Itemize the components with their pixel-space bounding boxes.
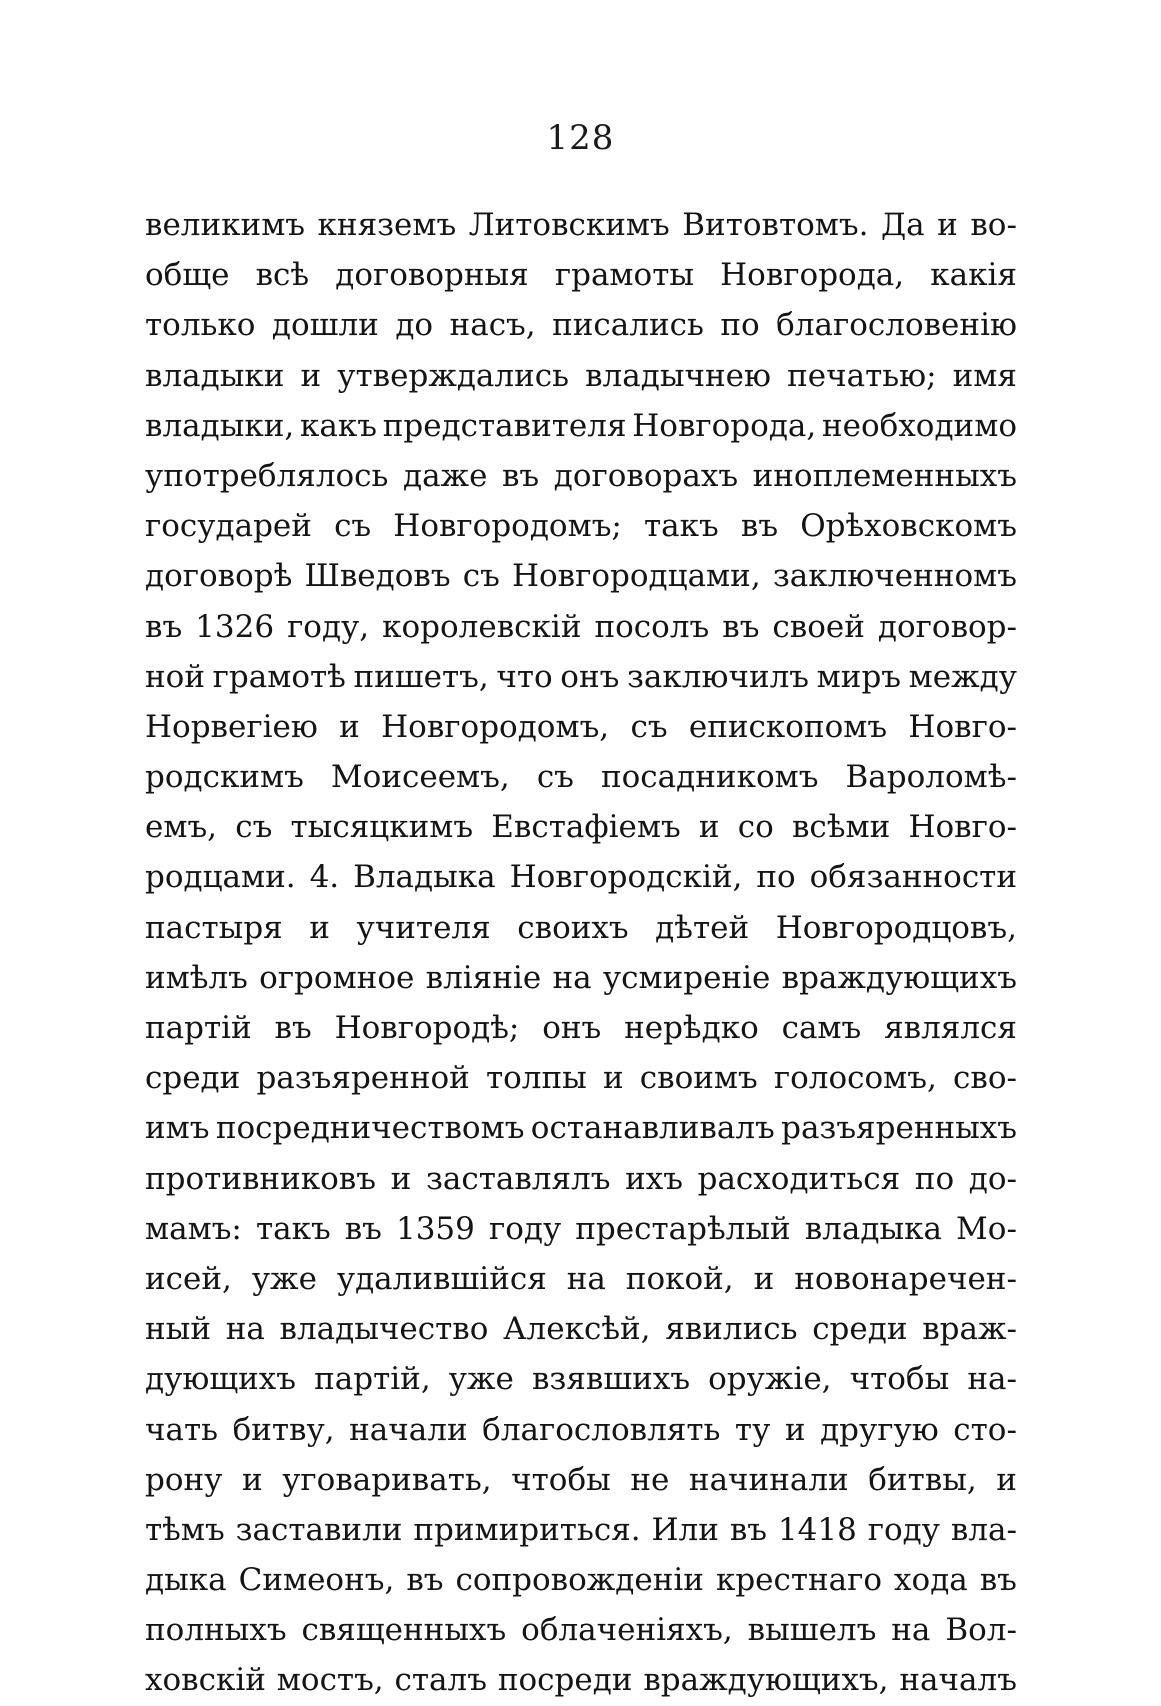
- word: Новгородцами,: [511, 558, 761, 595]
- word: какія: [930, 257, 1017, 294]
- word: разъяренныхъ: [781, 1110, 1017, 1147]
- word: Или: [651, 1511, 719, 1548]
- text-line: [145, 501, 1017, 551]
- word: на: [225, 1311, 265, 1348]
- word: примириться.: [413, 1511, 641, 1548]
- word: и: [996, 1461, 1017, 1498]
- word: самъ: [781, 1010, 862, 1046]
- word: дошли: [271, 307, 379, 344]
- word: посреди: [497, 1662, 633, 1699]
- word: договор-: [877, 608, 1017, 645]
- word: партій: [145, 1010, 252, 1046]
- text-line: [145, 852, 1017, 902]
- text-line: [145, 1053, 1017, 1103]
- word: сто-: [953, 1411, 1017, 1448]
- word: договорахъ: [553, 457, 739, 494]
- word: въ: [501, 457, 540, 494]
- word: ту: [734, 1411, 771, 1448]
- word: имъ: [145, 1110, 210, 1147]
- word: и: [390, 1160, 412, 1197]
- word: иноплеменныхъ: [752, 457, 1017, 494]
- text-line: [145, 1003, 1017, 1053]
- word: съ: [536, 759, 574, 796]
- word: Новгорода,: [720, 257, 905, 294]
- word: своихъ: [517, 909, 629, 946]
- word: ихъ: [625, 1160, 683, 1197]
- word: заключенномъ: [772, 558, 1017, 595]
- text-line: [145, 200, 1017, 250]
- word: владыки,: [145, 407, 295, 444]
- word: Новгородскій,: [509, 859, 743, 896]
- word: удалившійся: [336, 1260, 547, 1297]
- word: рону: [145, 1461, 223, 1498]
- word: королевскій: [382, 608, 582, 645]
- word: миръ: [816, 658, 902, 695]
- word: 4.: [309, 859, 340, 896]
- word: владычество: [279, 1311, 489, 1348]
- text-line: [145, 702, 1017, 752]
- text-line: [145, 652, 1017, 702]
- word: начали: [349, 1411, 468, 1448]
- word: тысяцкимъ: [290, 809, 474, 846]
- word: 1418: [777, 1511, 857, 1548]
- word: дыка: [145, 1562, 227, 1599]
- word: и: [602, 1060, 624, 1097]
- word: чтобы: [849, 1361, 950, 1398]
- word: Новгородѣ;: [334, 1010, 520, 1046]
- text-line: [145, 1555, 1017, 1605]
- word: онъ: [560, 658, 620, 695]
- word: писались: [552, 307, 704, 344]
- word: дѣтей: [655, 909, 750, 946]
- word: началъ: [899, 1662, 1017, 1699]
- word: пастыря: [145, 909, 283, 946]
- text-line: [145, 802, 1017, 852]
- word: Симеонъ,: [238, 1562, 395, 1599]
- word: Витовтомъ.: [682, 207, 869, 243]
- word: Новгородомъ;: [393, 508, 622, 545]
- word: посолъ: [594, 608, 710, 645]
- word: пишетъ,: [353, 658, 489, 695]
- word: и: [698, 809, 720, 846]
- word: Новгородцовъ,: [775, 909, 1017, 946]
- text-line: [145, 401, 1017, 451]
- text-line: [145, 300, 1017, 350]
- word: другую: [820, 1411, 939, 1448]
- word: утверждались: [337, 357, 570, 394]
- text-line: [145, 1154, 1017, 1204]
- word: со: [737, 809, 774, 846]
- word: вла-: [950, 1511, 1017, 1548]
- word: вліяніе: [425, 959, 542, 996]
- word: уже: [448, 1361, 514, 1398]
- word: и: [784, 1411, 806, 1448]
- text-line: [145, 953, 1017, 1003]
- word: до: [395, 307, 434, 344]
- word: священныхъ: [301, 1612, 507, 1649]
- word: имѣлъ: [145, 959, 248, 996]
- word: Евстафіемъ: [491, 809, 681, 846]
- word: году: [488, 1210, 562, 1247]
- text-line: [145, 1103, 1017, 1153]
- word: ной: [145, 658, 205, 695]
- word: что: [496, 658, 553, 695]
- text-line: [145, 1405, 1017, 1455]
- word: грамотѣ: [212, 658, 346, 695]
- word: учителя: [356, 909, 491, 946]
- word: имя: [952, 357, 1017, 394]
- word: покой,: [625, 1260, 734, 1297]
- word: толпы: [485, 1060, 587, 1097]
- page-number: 128: [546, 118, 615, 158]
- word: и: [937, 207, 958, 243]
- word: битву,: [232, 1411, 335, 1448]
- word: дующихъ: [145, 1361, 297, 1398]
- word: новонаречен-: [794, 1260, 1017, 1297]
- word: благословлять: [482, 1411, 721, 1448]
- text-line: [145, 602, 1017, 652]
- word: Алексѣй,: [503, 1311, 651, 1348]
- word: году: [867, 1511, 940, 1548]
- word: посадникомъ: [600, 759, 819, 796]
- text-line: [145, 1304, 1017, 1354]
- word: договорныя: [335, 257, 529, 294]
- word: взявшихъ: [531, 1361, 691, 1398]
- word: въ: [729, 1511, 767, 1548]
- word: среди: [812, 1311, 908, 1348]
- word: по: [914, 1160, 955, 1197]
- word: онъ: [542, 1010, 602, 1046]
- word: 1359: [395, 1210, 475, 1247]
- word: какъ: [300, 407, 377, 444]
- word: насъ,: [449, 307, 536, 344]
- word: Вол-: [945, 1612, 1017, 1649]
- word: Новго-: [908, 809, 1017, 846]
- word: Да: [880, 207, 925, 243]
- word: печатью;: [787, 357, 937, 394]
- word: посредничествомъ: [215, 1110, 525, 1147]
- word: усмиреніе: [602, 959, 771, 996]
- text-line: [145, 351, 1017, 401]
- word: великимъ: [145, 207, 306, 243]
- word: договорѣ: [145, 558, 293, 595]
- word: употреблялось: [145, 457, 389, 494]
- word: вышелъ: [747, 1612, 877, 1649]
- word: съ: [462, 558, 500, 595]
- word: и: [309, 909, 330, 946]
- word: владыки: [145, 357, 285, 394]
- word: явились: [665, 1311, 798, 1348]
- text-line: [145, 1204, 1017, 1254]
- word: и: [300, 357, 322, 394]
- word: въ: [274, 1010, 312, 1046]
- word: въ: [740, 508, 779, 545]
- word: на: [566, 1260, 606, 1297]
- word: княземъ: [317, 207, 457, 243]
- word: заключилъ: [627, 658, 810, 695]
- word: владыка: [804, 1210, 942, 1247]
- word: заставили: [235, 1511, 403, 1548]
- word: въ: [145, 608, 183, 645]
- word: съ: [334, 508, 372, 545]
- word: начинали: [688, 1461, 849, 1498]
- word: Орѣховскомъ: [800, 508, 1017, 545]
- word: 1326: [195, 608, 275, 645]
- word: году,: [287, 608, 370, 645]
- word: чтобы: [511, 1461, 611, 1498]
- word: полныхъ: [145, 1612, 287, 1649]
- word: ный: [145, 1311, 211, 1348]
- word: емъ,: [145, 809, 218, 846]
- word: на-: [967, 1361, 1017, 1398]
- word: разъяренной: [256, 1060, 470, 1097]
- word: противниковъ: [145, 1160, 376, 1197]
- word: престарѣлый: [575, 1210, 791, 1247]
- body-text: [145, 200, 1017, 1706]
- text-line: [145, 551, 1017, 601]
- word: обязанности: [809, 859, 1017, 896]
- word: мостъ,: [276, 1662, 384, 1699]
- word: съ: [630, 708, 668, 745]
- word: своимъ: [639, 1060, 758, 1097]
- word: являлся: [884, 1010, 1017, 1046]
- word: враждующихъ,: [643, 1662, 889, 1699]
- text-line: [145, 1455, 1017, 1505]
- word: епископомъ: [688, 708, 888, 745]
- word: въ: [722, 608, 760, 645]
- word: Новгородомъ,: [381, 708, 610, 745]
- word: Новгорода,: [632, 407, 817, 444]
- word: Моисеемъ,: [330, 759, 510, 796]
- text-line: [145, 250, 1017, 300]
- word: Владыка: [353, 859, 496, 896]
- word: крестнаго: [715, 1562, 883, 1599]
- word: расходиться: [697, 1160, 901, 1197]
- word: чать: [145, 1411, 219, 1448]
- word: между: [908, 658, 1017, 695]
- word: оружіе,: [708, 1361, 832, 1398]
- word: своей: [772, 608, 865, 645]
- word: враж-: [922, 1311, 1017, 1348]
- text-line: [145, 1254, 1017, 1304]
- word: такъ: [644, 508, 719, 545]
- word: и: [339, 708, 360, 745]
- text-line: [145, 1354, 1017, 1404]
- text-line: [145, 752, 1017, 802]
- word: представителя: [382, 407, 627, 444]
- word: даже: [402, 457, 488, 494]
- word: уговаривать,: [282, 1461, 492, 1498]
- word: не: [630, 1461, 670, 1498]
- word: среди: [145, 1060, 241, 1097]
- text-line: [145, 1505, 1017, 1555]
- word: битвы,: [868, 1461, 977, 1498]
- word: необходимо: [821, 407, 1017, 444]
- text-line: [145, 1605, 1017, 1655]
- word: сопровожденіи: [455, 1562, 704, 1599]
- text-line: [145, 451, 1017, 501]
- word: останавливалъ: [530, 1110, 775, 1147]
- word: государей: [145, 508, 312, 545]
- word: Мо-: [956, 1210, 1017, 1247]
- word: сталъ: [394, 1662, 487, 1699]
- word: исей,: [145, 1260, 232, 1297]
- word: уже: [251, 1260, 317, 1297]
- word: Новго-: [908, 708, 1017, 745]
- word: въ: [406, 1562, 444, 1599]
- word: мамъ:: [145, 1210, 242, 1247]
- word: тѣмъ: [145, 1511, 225, 1548]
- word: и: [241, 1461, 263, 1498]
- word: сво-: [953, 1060, 1017, 1097]
- word: враждующихъ: [781, 959, 1017, 996]
- word: родцами.: [145, 859, 296, 896]
- word: обще: [145, 257, 230, 294]
- word: по: [756, 859, 796, 896]
- word: такъ: [255, 1210, 331, 1247]
- word: до-: [968, 1160, 1017, 1197]
- word: Вароломѣ-: [845, 759, 1017, 796]
- word: грамоты: [554, 257, 695, 294]
- word: Шведовъ: [304, 558, 451, 595]
- word: на: [891, 1612, 931, 1649]
- word: голосомъ,: [773, 1060, 937, 1097]
- word: владычнею: [585, 357, 771, 394]
- word: съ: [235, 809, 273, 846]
- word: благословенію: [776, 307, 1017, 344]
- word: Литовскимъ: [468, 207, 670, 243]
- word: хода: [894, 1562, 968, 1599]
- text-line: [145, 1655, 1017, 1705]
- word: во-: [970, 207, 1017, 243]
- word: и: [753, 1260, 775, 1297]
- word: по: [720, 307, 760, 344]
- word: всѣ: [255, 257, 310, 294]
- word: въ: [979, 1562, 1017, 1599]
- text-line: [145, 903, 1017, 953]
- word: родскимъ: [145, 759, 304, 796]
- word: нерѣдко: [624, 1010, 759, 1046]
- word: облаченіяхъ,: [521, 1612, 733, 1649]
- word: партій,: [314, 1361, 431, 1398]
- word: всѣми: [791, 809, 891, 846]
- word: Норвегіею: [145, 708, 318, 745]
- word: заставлялъ: [425, 1160, 611, 1197]
- word: только: [145, 307, 256, 344]
- word: въ: [344, 1210, 382, 1247]
- word: огромное: [259, 959, 415, 996]
- word: ховскій: [145, 1662, 266, 1699]
- word: на: [552, 959, 592, 996]
